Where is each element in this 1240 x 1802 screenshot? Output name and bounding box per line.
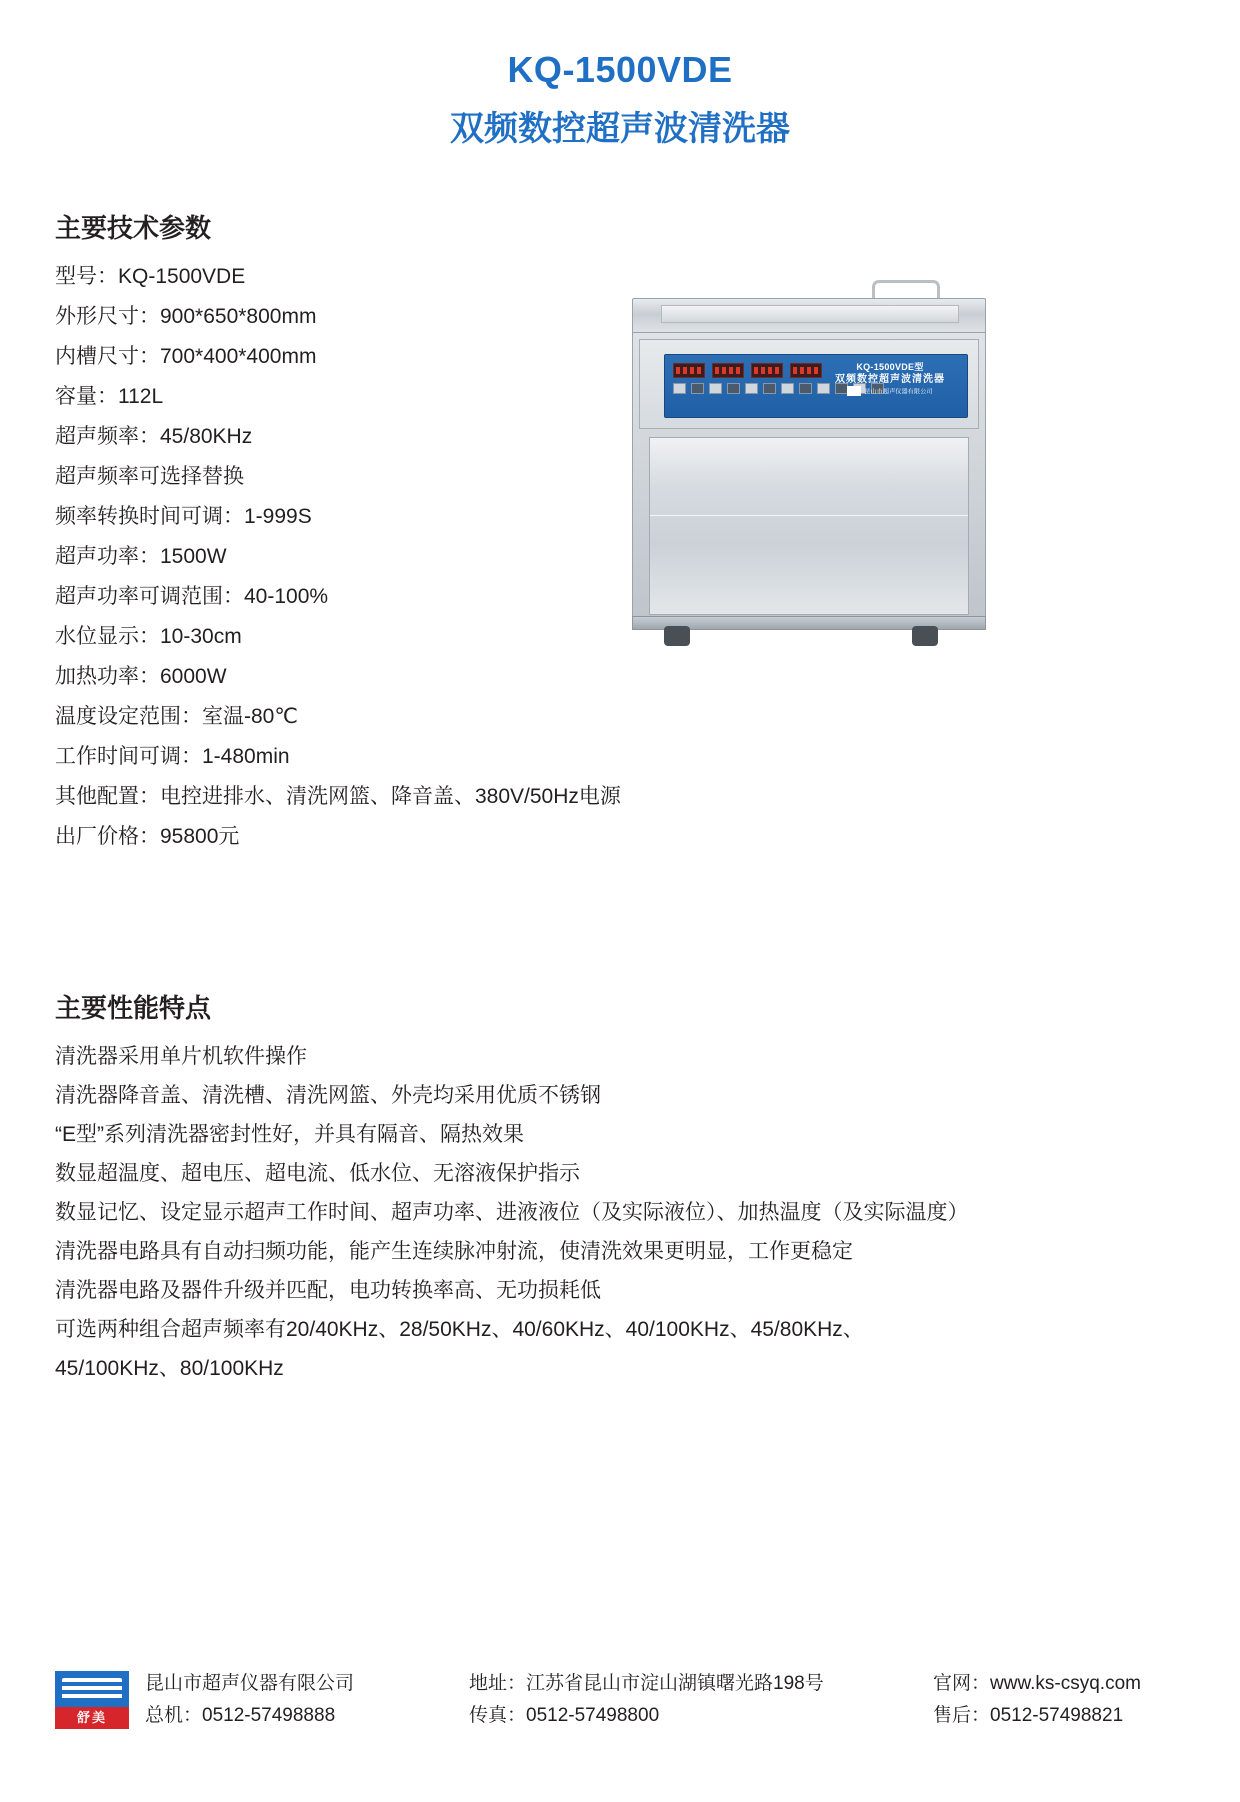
led-display-icon: [712, 363, 744, 378]
list-item: 45/100KHz、80/100KHz: [55, 1357, 284, 1380]
list-item: 容量：112L: [55, 385, 164, 408]
machine-front-door: [649, 437, 969, 615]
list-item: 数显超温度、超电压、超电流、低水位、无溶液保护指示: [55, 1162, 580, 1185]
caster-wheel-icon: [664, 626, 690, 646]
footer-contact-column: [933, 1668, 1240, 1732]
list-item: 水位显示：10-30cm: [55, 625, 242, 648]
list-item: 超声频率可选择替换: [55, 465, 244, 488]
control-button-icon: [745, 383, 758, 394]
specifications-list: [55, 257, 695, 857]
features-section: [55, 988, 1185, 1388]
control-panel: [664, 354, 968, 418]
panel-name-label: 双频数控超声波清洗器: [835, 374, 945, 385]
caster-wheel-icon: [912, 626, 938, 646]
page-footer: [0, 1658, 1240, 1732]
list-item: 工作时间可调：1-480min: [55, 745, 290, 768]
list-item: 可选两种组合超声频率有20/40KHz、28/50KHz、40/60KHz、40/100KHz、45/80KHz、: [55, 1318, 864, 1341]
specifications-section: [55, 208, 695, 857]
control-button-icon: [781, 383, 794, 394]
list-item: 型号：KQ-1500VDE: [55, 265, 246, 288]
footer-switchboard: 总机：0512-57498888: [145, 1705, 336, 1726]
list-item: 清洗器电路具有自动扫频功能，能产生连续脉冲射流，使清洗效果更明显，工作更稳定: [55, 1240, 853, 1263]
led-display-icon: [751, 363, 783, 378]
footer-fax: 传真：0512-57498800: [469, 1705, 660, 1726]
features-heading: 主要性能特点: [55, 993, 212, 1023]
control-button-icon: [709, 383, 722, 394]
led-display-icon: [673, 363, 705, 378]
machine-lid-inner: [661, 305, 959, 323]
list-item: 频率转换时间可调：1-999S: [55, 505, 312, 528]
list-item: 加热功率：6000W: [55, 665, 227, 688]
list-item: 外形尺寸：900*650*800mm: [55, 305, 317, 328]
panel-model-label: KQ-1500VDE型: [856, 362, 924, 372]
panel-company-label: 昆山市超声仪器有限公司: [821, 387, 959, 398]
features-list: [55, 1037, 1185, 1388]
list-item: 清洗器采用单片机软件操作: [55, 1045, 307, 1068]
list-item: 温度设定范围：室温-80℃: [55, 705, 298, 728]
control-button-icon: [691, 383, 704, 394]
list-item: 数显记忆、设定显示超声工作时间、超声功率、进液液位（及实际液位）、加热温度（及实际温度）: [55, 1201, 969, 1224]
page-title: KQ-1500VDE: [507, 49, 733, 90]
panel-branding: [821, 361, 959, 398]
footer-address: 地址：江苏省昆山市淀山湖镇曙光路198号: [469, 1673, 824, 1694]
led-display-icon: [790, 363, 822, 378]
led-displays: [673, 363, 822, 378]
product-photo: [620, 288, 1010, 648]
list-item: 清洗器降音盖、清洗槽、清洗网篮、外壳均采用优质不锈钢: [55, 1084, 601, 1107]
list-item: 超声频率：45/80KHz: [55, 425, 253, 448]
footer-website[interactable]: 官网：www.ks-csyq.com: [933, 1673, 1141, 1694]
list-item: 出厂价格：95800元: [55, 825, 240, 848]
logo-waves-icon: [55, 1671, 129, 1707]
control-button-icon: [727, 383, 740, 394]
control-button-icon: [763, 383, 776, 394]
footer-company-column: [145, 1668, 469, 1732]
list-item: 内槽尺寸：700*400*400mm: [55, 345, 317, 368]
list-item: 超声功率：1500W: [55, 545, 227, 568]
list-item: “E型”系列清洗器密封性好，并具有隔音、隔热效果: [55, 1123, 524, 1146]
specifications-heading: 主要技术参数: [55, 213, 212, 243]
list-item: 超声功率可调范围：40-100%: [55, 585, 329, 608]
page-subtitle: 双频数控超声波清洗器: [450, 110, 790, 149]
panel-logo-icon: [847, 386, 861, 396]
logo-text: 舒美: [55, 1707, 129, 1729]
control-button-icon: [673, 383, 686, 394]
list-item: 清洗器电路及器件升级并匹配，电功转换率高、无功损耗低: [55, 1279, 601, 1302]
footer-aftersales: 售后：0512-57498821: [933, 1705, 1124, 1726]
control-button-icon: [799, 383, 812, 394]
list-item: 其他配置：电控进排水、清洗网篮、降音盖、380V/50Hz电源: [55, 785, 621, 808]
footer-address-column: [469, 1668, 933, 1732]
company-logo: [55, 1671, 129, 1729]
footer-company-name: 昆山市超声仪器有限公司: [145, 1673, 355, 1694]
machine-lid: [632, 298, 986, 334]
machine-body: [632, 332, 986, 618]
machine-top-panel: [639, 339, 979, 429]
lid-handle-icon: [872, 280, 940, 299]
